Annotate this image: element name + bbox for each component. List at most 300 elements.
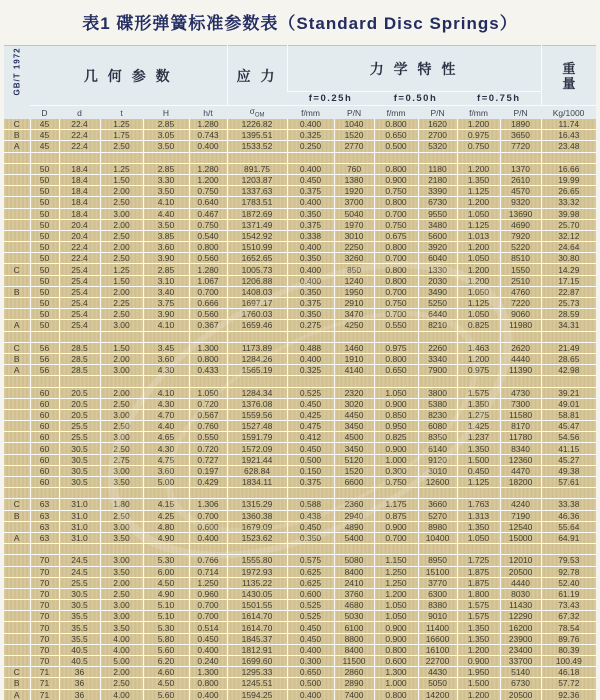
table-cell	[4, 644, 30, 655]
table-cell: 5.30	[143, 555, 189, 566]
table-cell: 0.700	[374, 208, 418, 219]
table-cell: 3.90	[143, 309, 189, 320]
table-cell: 8400	[334, 644, 374, 655]
table-cell: 1.280	[189, 119, 227, 130]
table-cell: 1910	[334, 353, 374, 364]
table-cell: 0.800	[374, 275, 418, 286]
table-cell: 3.40	[143, 286, 189, 297]
table-cell: 70	[30, 611, 59, 622]
table-cell: 22.4	[59, 242, 100, 253]
table-cell: 1.300	[189, 342, 227, 353]
table-cell: 0.850	[374, 409, 418, 420]
table-cell: 15100	[418, 566, 457, 577]
table-cell: 0.400	[287, 197, 334, 208]
table-cell	[59, 544, 100, 555]
table-cell: 0.900	[374, 174, 418, 185]
table-cell: 3700	[334, 197, 374, 208]
table-cell: 1594.25	[227, 689, 287, 700]
table-cell: 1.875	[457, 577, 500, 588]
table-body	[4, 119, 596, 700]
table-cell: 50	[30, 242, 59, 253]
table-cell: 1.280	[189, 264, 227, 275]
table-header	[4, 46, 596, 120]
table-cell: 0.700	[189, 611, 227, 622]
table-cell: 25.5	[59, 432, 100, 443]
table-cell	[457, 544, 500, 555]
table-cell: 0.338	[287, 230, 334, 241]
table-cell: 0.750	[189, 186, 227, 197]
table-cell: 0.950	[374, 421, 418, 432]
table-cell: 18.4	[59, 208, 100, 219]
separator-row	[4, 488, 596, 499]
table-cell: 8230	[418, 409, 457, 420]
table-cell: 0.650	[374, 365, 418, 376]
table-cell: 9320	[500, 197, 541, 208]
table-cell	[541, 331, 596, 342]
table-cell: 35.5	[59, 611, 100, 622]
table-row	[4, 219, 596, 230]
table-cell: 3.50	[100, 477, 143, 488]
table-cell: 60	[30, 432, 59, 443]
table-row	[4, 454, 596, 465]
table-cell: 3.50	[100, 566, 143, 577]
table-cell: 0.429	[189, 477, 227, 488]
table-cell: 3450	[334, 443, 374, 454]
table-cell: 50	[30, 253, 59, 264]
table-cell: 2770	[334, 141, 374, 152]
table-cell: 63	[30, 510, 59, 521]
table-cell: 50	[30, 275, 59, 286]
table-cell: 7190	[500, 510, 541, 521]
table-row	[4, 577, 596, 588]
table-cell: 4250	[334, 320, 374, 331]
table-cell: 3450	[334, 421, 374, 432]
table-cell: 1180	[418, 163, 457, 174]
table-cell: 56	[30, 342, 59, 353]
table-cell: 0.400	[189, 644, 227, 655]
table-cell: 5.00	[100, 656, 143, 667]
table-cell: B	[4, 353, 30, 364]
table-cell: 16100	[418, 644, 457, 655]
table-cell: A	[4, 689, 30, 700]
table-cell: 4.90	[143, 532, 189, 543]
table-cell: 0.450	[287, 398, 334, 409]
table-cell: 0.800	[374, 644, 418, 655]
table-row	[4, 477, 596, 488]
table-row	[4, 421, 596, 432]
table-cell: 18.4	[59, 174, 100, 185]
table-cell: 0.700	[189, 286, 227, 297]
table-cell: 70	[30, 566, 59, 577]
table-cell: 2.50	[100, 253, 143, 264]
table-cell: 11430	[500, 600, 541, 611]
table-cell: 5140	[500, 667, 541, 678]
table-cell: 1.125	[457, 219, 500, 230]
table-cell: 0.825	[374, 432, 418, 443]
table-cell: 0.375	[287, 477, 334, 488]
table-cell	[189, 544, 227, 555]
table-cell: 1890	[500, 119, 541, 130]
table-cell: 1.050	[374, 611, 418, 622]
table-cell: 16200	[500, 622, 541, 633]
table-cell: 4430	[418, 667, 457, 678]
table-cell	[287, 331, 334, 342]
table-cell: 20.5	[59, 409, 100, 420]
table-cell: 8210	[418, 320, 457, 331]
table-cell: 3010	[334, 230, 374, 241]
table-cell	[334, 152, 374, 163]
table-cell: 9010	[418, 611, 457, 622]
table-cell: 3.10	[143, 275, 189, 286]
table-cell: 1245.51	[227, 678, 287, 689]
table-cell: 92.36	[541, 689, 596, 700]
table-cell: 16600	[418, 633, 457, 644]
table-cell: 1520	[334, 465, 374, 476]
table-cell: 41.15	[541, 443, 596, 454]
table-cell	[30, 544, 59, 555]
table-cell: 760	[334, 163, 374, 174]
table-cell: 57.72	[541, 678, 596, 689]
table-cell: 1.350	[457, 174, 500, 185]
table-cell: 0.960	[189, 588, 227, 599]
table-cell: 9120	[418, 454, 457, 465]
table-cell: 0.275	[287, 320, 334, 331]
table-cell: 0.400	[287, 163, 334, 174]
table-cell: 50	[30, 230, 59, 241]
table-cell: 0.400	[287, 689, 334, 700]
table-cell	[30, 488, 59, 499]
table-cell: 1005.73	[227, 264, 287, 275]
table-cell: 0.900	[374, 443, 418, 454]
table-cell: 2610	[500, 174, 541, 185]
table-cell: 0.700	[374, 309, 418, 320]
table-cell: 79.53	[541, 555, 596, 566]
table-cell: 1679.09	[227, 521, 287, 532]
table-cell: 0.412	[287, 432, 334, 443]
table-cell: 2940	[334, 510, 374, 521]
table-cell: 1360.38	[227, 510, 287, 521]
table-cell	[227, 152, 287, 163]
table-cell: 25.4	[59, 286, 100, 297]
table-cell: 3650	[500, 130, 541, 141]
table-cell: 2.00	[100, 577, 143, 588]
table-row	[4, 566, 596, 577]
table-cell: 5.10	[143, 600, 189, 611]
table-cell: 45	[30, 141, 59, 152]
table-cell: 1.875	[457, 566, 500, 577]
table-cell: 1.250	[189, 577, 227, 588]
table-cell: 30.80	[541, 253, 596, 264]
table-cell: 5080	[334, 555, 374, 566]
table-cell: 0.400	[287, 242, 334, 253]
table-row	[4, 600, 596, 611]
table-cell	[457, 152, 500, 163]
table-cell	[189, 152, 227, 163]
table-cell: 4730	[500, 387, 541, 398]
table-cell	[287, 488, 334, 499]
table-cell: 7220	[500, 298, 541, 309]
table-cell	[4, 409, 30, 420]
table-cell: 9060	[500, 309, 541, 320]
table-cell: 4.70	[143, 409, 189, 420]
table-cell: 7300	[500, 398, 541, 409]
table-cell	[418, 376, 457, 387]
table-cell	[4, 174, 30, 185]
table-cell: 1284.34	[227, 387, 287, 398]
table-cell: 6100	[334, 622, 374, 633]
table-row	[4, 611, 596, 622]
table-cell: C	[4, 342, 30, 353]
table-cell: 1.350	[457, 633, 500, 644]
table-cell	[541, 376, 596, 387]
standard-vertical-label: GB/T 1972	[4, 46, 30, 120]
table-cell: 0.525	[287, 600, 334, 611]
table-cell: 0.750	[374, 186, 418, 197]
table-cell: 63	[30, 521, 59, 532]
table-cell: 8950	[418, 555, 457, 566]
table-cell: 8510	[500, 253, 541, 264]
table-cell: 11390	[500, 365, 541, 376]
table-cell: 3660	[418, 499, 457, 510]
table-cell: 28.65	[541, 353, 596, 364]
table-cell: 0.325	[287, 365, 334, 376]
table-cell: 6040	[418, 253, 457, 264]
table-cell: 22.4	[59, 130, 100, 141]
table-cell: 4.30	[143, 398, 189, 409]
table-cell: 1295.33	[227, 667, 287, 678]
table-cell: 0.700	[374, 286, 418, 297]
table-cell: 5400	[334, 532, 374, 543]
table-cell: 70	[30, 644, 59, 655]
table-cell: 4.30	[143, 365, 189, 376]
table-cell: 30.5	[59, 600, 100, 611]
table-cell: 0.450	[287, 174, 334, 185]
table-cell: 3020	[334, 398, 374, 409]
table-cell: 0.450	[287, 521, 334, 532]
table-cell: 20500	[500, 689, 541, 700]
column-header: h/t	[189, 106, 227, 120]
table-cell: 6600	[334, 477, 374, 488]
table-cell: 8400	[334, 566, 374, 577]
table-row	[4, 398, 596, 409]
column-header: f/mm	[374, 106, 418, 120]
table-cell: 0.800	[374, 119, 418, 130]
column-header: Kg/1000	[541, 106, 596, 120]
table-cell: 0.467	[189, 208, 227, 219]
table-cell: 8170	[500, 421, 541, 432]
table-cell: 2.50	[100, 588, 143, 599]
table-cell: 12360	[500, 454, 541, 465]
table-cell: 63	[30, 499, 59, 510]
table-cell: 4450	[334, 409, 374, 420]
table-cell: 3.50	[143, 186, 189, 197]
table-cell	[334, 331, 374, 342]
table-cell: 63	[30, 532, 59, 543]
table-cell	[4, 443, 30, 454]
table-cell	[374, 376, 418, 387]
table-cell: 0.600	[374, 656, 418, 667]
table-cell: 7920	[500, 230, 541, 241]
table-cell: 0.800	[374, 197, 418, 208]
table-cell: 71	[30, 667, 59, 678]
table-cell: 0.400	[189, 141, 227, 152]
table-cell: 0.450	[287, 633, 334, 644]
table-cell: 4.90	[143, 588, 189, 599]
table-cell: 6.00	[143, 566, 189, 577]
table-cell: 3340	[418, 353, 457, 364]
table-cell: 4.40	[143, 208, 189, 219]
table-cell	[374, 544, 418, 555]
table-cell	[189, 376, 227, 387]
table-cell: 0.540	[189, 230, 227, 241]
table-cell: 0.800	[189, 242, 227, 253]
table-cell	[30, 376, 59, 387]
table-cell: 1591.79	[227, 432, 287, 443]
table-cell: 25.4	[59, 275, 100, 286]
table-cell: 3.60	[143, 242, 189, 253]
table-cell: 11.74	[541, 119, 596, 130]
table-cell: 7720	[500, 141, 541, 152]
table-cell: 3.00	[100, 611, 143, 622]
table-row	[4, 555, 596, 566]
table-row	[4, 465, 596, 476]
table-cell: 3.50	[100, 532, 143, 543]
table-cell	[4, 600, 30, 611]
table-cell: 1872.69	[227, 208, 287, 219]
table-cell: 0.800	[374, 689, 418, 700]
table-cell	[287, 376, 334, 387]
table-cell: 0.350	[287, 253, 334, 264]
table-cell: 2620	[500, 342, 541, 353]
table-cell	[334, 488, 374, 499]
table-cell: 24.5	[59, 555, 100, 566]
table-cell	[287, 544, 334, 555]
table-cell: 0.567	[189, 409, 227, 420]
table-cell: 0.438	[287, 510, 334, 521]
table-cell: 1542.92	[227, 230, 287, 241]
table-cell: 70	[30, 656, 59, 667]
table-cell: 1920	[334, 186, 374, 197]
table-cell: 50	[30, 163, 59, 174]
table-cell	[143, 331, 189, 342]
table-cell: 50	[30, 309, 59, 320]
table-cell: 3.00	[100, 432, 143, 443]
table-cell: 15000	[500, 532, 541, 543]
table-cell: 5.80	[143, 633, 189, 644]
table-row	[4, 443, 596, 454]
table-cell: 45	[30, 130, 59, 141]
table-cell: 39.21	[541, 387, 596, 398]
table-cell: 2.50	[100, 230, 143, 241]
table-cell: 4.65	[143, 432, 189, 443]
table-cell: 4.50	[143, 577, 189, 588]
table-cell: 0.750	[374, 477, 418, 488]
table-cell: 3.00	[100, 365, 143, 376]
table-row	[4, 365, 596, 376]
table-cell: 0.750	[374, 219, 418, 230]
table-cell: 1.250	[374, 577, 418, 588]
table-cell: 6730	[418, 197, 457, 208]
table-cell: 3.90	[143, 253, 189, 264]
table-cell: 7900	[418, 365, 457, 376]
column-header-row	[4, 106, 596, 120]
table-cell: 73.43	[541, 600, 596, 611]
table-row	[4, 208, 596, 219]
table-cell: 18200	[500, 477, 541, 488]
table-cell: 1812.91	[227, 644, 287, 655]
table-cell	[4, 186, 30, 197]
table-cell: 30.5	[59, 443, 100, 454]
table-row	[4, 588, 596, 599]
table-cell: 1376.08	[227, 398, 287, 409]
table-cell: 5.10	[143, 611, 189, 622]
table-cell	[4, 555, 30, 566]
table-cell: 0.800	[189, 678, 227, 689]
table-cell: 1.050	[374, 387, 418, 398]
table-cell: 4.00	[100, 689, 143, 700]
table-cell: 1845.37	[227, 633, 287, 644]
table-cell: 1972.93	[227, 566, 287, 577]
table-cell	[189, 331, 227, 342]
table-cell: 3.50	[143, 141, 189, 152]
table-cell: 1.200	[457, 644, 500, 655]
table-cell: 1659.46	[227, 320, 287, 331]
table-cell: 1523.62	[227, 532, 287, 543]
table-cell	[4, 421, 30, 432]
table-cell: 0.800	[189, 353, 227, 364]
table-cell: 12600	[418, 477, 457, 488]
table-cell: 1.50	[100, 342, 143, 353]
table-cell: 11500	[334, 656, 374, 667]
table-cell: 0.700	[189, 510, 227, 521]
table-cell: 1699.60	[227, 656, 287, 667]
table-cell	[418, 488, 457, 499]
table-cell: 61.19	[541, 588, 596, 599]
table-cell: 1501.55	[227, 600, 287, 611]
table-row	[4, 197, 596, 208]
table-cell: 3390	[418, 186, 457, 197]
table-cell: 3770	[418, 577, 457, 588]
table-cell: 891.75	[227, 163, 287, 174]
table-cell: 8350	[418, 432, 457, 443]
table-cell: 850	[334, 264, 374, 275]
table-cell: 1330	[418, 264, 457, 275]
table-cell: 0.750	[457, 141, 500, 152]
table-cell: 1.200	[457, 163, 500, 174]
table-cell: 4.10	[143, 387, 189, 398]
table-cell	[4, 432, 30, 443]
table-cell	[59, 152, 100, 163]
table-cell: 80.39	[541, 644, 596, 655]
table-cell: 8980	[418, 521, 457, 532]
table-cell	[227, 376, 287, 387]
table-cell: 0.875	[374, 510, 418, 521]
table-cell: 36	[59, 678, 100, 689]
table-cell: 1.80	[100, 499, 143, 510]
table-cell	[4, 309, 30, 320]
table-cell	[100, 331, 143, 342]
table-cell: 1430.05	[227, 588, 287, 599]
table-cell: 1.200	[457, 353, 500, 364]
table-cell: 4760	[500, 286, 541, 297]
table-cell: 5270	[418, 510, 457, 521]
table-cell: 0.900	[457, 656, 500, 667]
separator-row	[4, 331, 596, 342]
table-cell: 1.25	[100, 264, 143, 275]
table-cell: 0.800	[374, 163, 418, 174]
table-cell: 3.00	[100, 465, 143, 476]
table-cell: 5380	[418, 398, 457, 409]
